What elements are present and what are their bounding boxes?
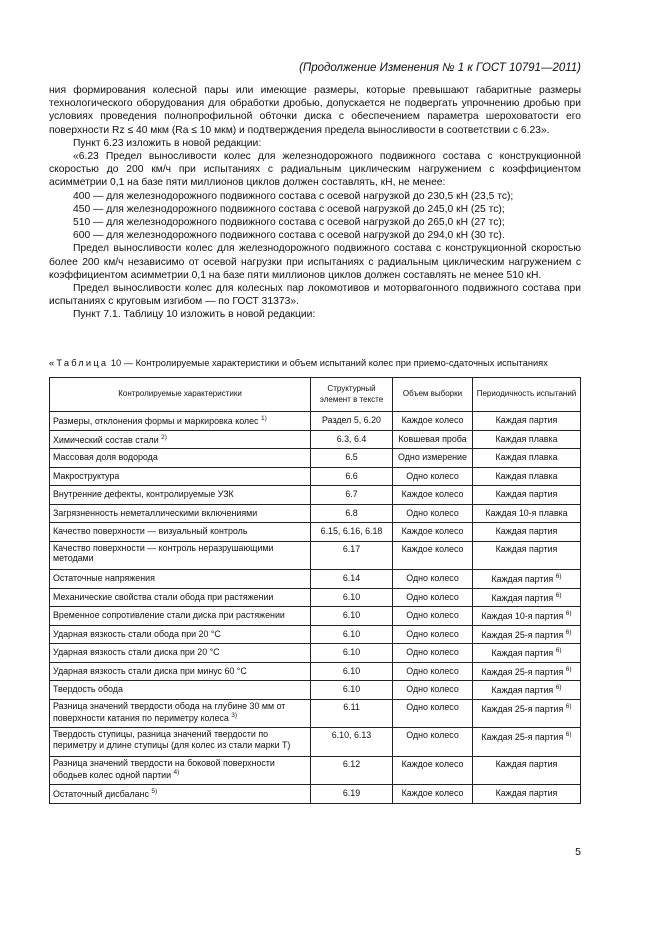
cell-periodicity-text: Каждая партия: [495, 415, 558, 426]
table-row: [50, 412, 581, 431]
cell-volume-text: Каждое колесо: [401, 543, 464, 554]
cell-volume-text: Одно колесо: [406, 507, 459, 518]
cell-characteristic-text: Внутренние дефекты, контролируемые УЗК: [53, 489, 234, 500]
table-row: [50, 504, 581, 523]
table-header-cell: Периодичность испытаний: [473, 378, 581, 412]
body-paragraph: Предел выносливости колес для железнодорожного подвижного состава с конструкционной скоростью более 200 км/ч независимо от осевой нагрузки при испытаниях с радиальным циклическим нагружением с коэффициентом асимметрии 0,1 на базе пяти миллионов циклов должен составлять не менее 510 кН.: [49, 243, 581, 281]
table-row: [50, 785, 581, 804]
cell-periodicity-text: Каждая партия: [495, 758, 558, 769]
table-header-cell: Контролируемые характеристики: [50, 378, 311, 412]
cell-periodicity-text: Каждая 25-я партия: [481, 703, 564, 714]
cell-element: [311, 523, 393, 542]
cell-periodicity: [473, 541, 581, 570]
table-header-row: [50, 378, 581, 412]
cell-volume: [393, 412, 473, 431]
footnote-ref: 2): [161, 433, 167, 441]
cell-periodicity: [473, 523, 581, 542]
cell-volume: [393, 504, 473, 523]
cell-volume: [393, 523, 473, 542]
cell-volume-text: Одно колесо: [406, 730, 459, 740]
cell-element: [311, 681, 393, 700]
cell-element: [311, 412, 393, 431]
cell-element: [311, 607, 393, 626]
cell-characteristic: [50, 785, 311, 804]
cell-characteristic: [50, 625, 311, 644]
cell-element: [311, 644, 393, 663]
footnote-ref: 4): [173, 769, 180, 777]
cell-characteristic: [50, 607, 311, 626]
cell-periodicity: [473, 449, 581, 468]
cell-characteristic-text: Остаточный дисбаланс: [53, 789, 149, 800]
body-paragraph: «6.23 Предел выносливости колес для железнодорожного подвижного состава с конструкционной скоростью до 200 км/ч при испытаниях с радиальным циклическим нагружением с коэффициентом асимметрии 0,1 на базе пяти миллионов циклов должен составлять, кН, не менее:: [49, 151, 581, 189]
cell-volume-text: Одно колесо: [406, 701, 459, 712]
cell-characteristic: [50, 430, 311, 449]
cell-characteristic: [50, 588, 311, 607]
cell-element: [311, 570, 393, 589]
cell-periodicity: [473, 430, 581, 449]
cell-element: [311, 430, 393, 449]
cell-characteristic-text: Химический состав стали: [53, 434, 159, 445]
cell-element-text: 6.6: [345, 470, 358, 481]
cell-element-text: Раздел 5, 6.20: [322, 415, 381, 426]
cell-element-text: 6.12: [342, 758, 361, 769]
footnote-ref: 5): [151, 788, 158, 796]
cell-volume-text: Каждое колесо: [401, 489, 464, 500]
cell-element: [311, 486, 393, 505]
page-number: 5: [575, 846, 581, 858]
table-row: [50, 486, 581, 505]
cell-volume: [393, 541, 473, 570]
cell-volume: [393, 681, 473, 700]
cell-periodicity: [473, 412, 581, 431]
table-row: [50, 607, 581, 626]
cell-volume: [393, 467, 473, 486]
table-row: [50, 699, 581, 728]
cell-characteristic: [50, 467, 311, 486]
cell-characteristic-text: Механические свойства стали обода при растяжении: [53, 591, 274, 602]
table-row: [50, 662, 581, 681]
cell-element-text: 6.10, 6.13: [331, 730, 372, 740]
table-caption: [49, 358, 589, 368]
body-paragraph: 510 — для железнодорожного подвижного состава с осевой нагрузкой до 265,0 кН (27 тс);: [73, 217, 505, 229]
table-caption-text: 10 — Контролируемые характеристики и объем испытаний колес при приемо-сдаточных испытаниях: [110, 358, 548, 368]
cell-characteristic-text: Твердость ступицы, разница значений твердости по периметру и длине ступицы (для колес из стали марки Т): [53, 729, 291, 750]
cell-element-text: 6.10: [342, 647, 361, 658]
body-paragraph: 400 — для железнодорожного подвижного состава с осевой нагрузкой до 230,5 кН (23,5 тс);: [73, 190, 514, 202]
cell-volume: [393, 699, 473, 728]
cell-element-text: 6.10: [342, 610, 361, 621]
cell-volume-text: Одно колесо: [406, 684, 459, 695]
footnote-ref: 6): [555, 591, 562, 599]
cell-periodicity-text: Каждая 25-я партия: [481, 732, 564, 742]
cell-periodicity: [473, 588, 581, 607]
cell-volume-text: Одно измерение: [398, 452, 467, 463]
cell-element: [311, 467, 393, 486]
cell-characteristic-text: Ударная вязкость стали диска при 20 °С: [53, 647, 220, 658]
cell-characteristic: [50, 644, 311, 663]
cell-periodicity: [473, 756, 581, 785]
cell-volume-text: Одно колесо: [406, 647, 459, 658]
cell-element-text: 6.11: [343, 701, 360, 712]
cell-characteristic-text: Макроструктура: [53, 470, 120, 481]
cell-element-text: 6.5: [345, 452, 358, 463]
cell-periodicity: [473, 681, 581, 700]
cell-volume: [393, 607, 473, 626]
table-header-cell: Объем выборки: [393, 378, 473, 412]
cell-periodicity-text: Каждая 25-я партия: [481, 666, 564, 677]
cell-element: [311, 662, 393, 681]
table-row: [50, 644, 581, 663]
characteristics-table: [49, 377, 581, 804]
cell-characteristic-text: Разница значений твердости обода на глубине 30 мм от поверхности катания по периметру колеса: [53, 700, 286, 724]
cell-characteristic: [50, 523, 311, 542]
cell-characteristic-text: Качество поверхности — визуальный контроль: [53, 526, 248, 537]
cell-periodicity-text: Каждая партия: [495, 788, 558, 799]
cell-periodicity-text: Каждая партия: [495, 489, 558, 500]
cell-volume: [393, 449, 473, 468]
body-paragraph: 450 — для железнодорожного подвижного состава с осевой нагрузкой до 245,0 кН (25 тс);: [73, 203, 505, 215]
cell-element: [311, 756, 393, 785]
body-paragraph: Пункт 7.1. Таблицу 10 изложить в новой редакции:: [73, 309, 316, 321]
cell-periodicity: [473, 625, 581, 644]
cell-volume: [393, 756, 473, 785]
cell-volume: [393, 486, 473, 505]
cell-characteristic-text: Твердость обода: [53, 684, 123, 695]
table-row: [50, 625, 581, 644]
cell-characteristic-text: Загрязненность неметаллическими включениями: [53, 507, 258, 518]
cell-element-text: 6.7: [345, 489, 358, 500]
cell-periodicity-text: Каждая партия: [495, 543, 558, 554]
footnote-ref: 6): [565, 610, 572, 618]
body-text: [49, 84, 581, 322]
table-row: [50, 681, 581, 700]
cell-characteristic-text: Временное сопротивление стали диска при растяжении: [53, 610, 285, 621]
page-header: (Продолжение Изменения № 1 к ГОСТ 10791—2011): [299, 62, 581, 74]
cell-periodicity-text: Каждая 10-я партия: [481, 611, 564, 622]
cell-periodicity-text: Каждая плавка: [495, 470, 558, 481]
cell-characteristic-text: Остаточные напряжения: [53, 573, 155, 584]
cell-element: [311, 449, 393, 468]
cell-periodicity-text: Каждая плавка: [495, 433, 558, 444]
footnote-ref: 6): [565, 702, 572, 710]
cell-periodicity: [473, 662, 581, 681]
footnote-ref: 6): [565, 665, 572, 673]
cell-characteristic: [50, 728, 311, 757]
cell-element-text: 6.3, 6.4: [336, 433, 367, 444]
footnote-ref: 6): [565, 731, 572, 738]
cell-element-text: 6.19: [342, 788, 361, 799]
cell-volume-text: Каждое колесо: [401, 415, 464, 426]
cell-characteristic: [50, 541, 311, 570]
table-row: [50, 523, 581, 542]
cell-periodicity: [473, 504, 581, 523]
cell-characteristic: [50, 449, 311, 468]
cell-characteristic: [50, 570, 311, 589]
cell-volume-text: Одно колесо: [406, 628, 459, 639]
cell-characteristic-text: Массовая доля водорода: [53, 452, 158, 463]
cell-element: [311, 699, 393, 728]
cell-periodicity: [473, 467, 581, 486]
footnote-ref: 1): [260, 415, 267, 423]
cell-element-text: 6.10: [342, 628, 361, 639]
cell-periodicity: [473, 570, 581, 589]
cell-periodicity: [473, 607, 581, 626]
body-paragraph: 600 — для железнодорожного подвижного состава с осевой нагрузкой до 294,0 кН (30 тс).: [73, 230, 505, 242]
cell-element: [311, 728, 393, 757]
cell-element-text: 6.14: [342, 573, 361, 584]
footnote-ref: 6): [555, 573, 562, 581]
table-row: [50, 449, 581, 468]
cell-periodicity: [473, 644, 581, 663]
cell-volume-text: Каждое колесо: [401, 758, 464, 769]
table-row: [50, 588, 581, 607]
cell-characteristic-text: Ударная вязкость стали диска при минус 60 °С: [53, 665, 247, 676]
cell-characteristic: [50, 486, 311, 505]
cell-element-text: 6.10: [342, 684, 361, 695]
cell-volume: [393, 728, 473, 757]
table-body: [50, 412, 581, 804]
cell-periodicity-text: Каждая партия: [491, 592, 554, 603]
cell-volume-text: Каждое колесо: [401, 788, 464, 799]
table-row: [50, 756, 581, 785]
cell-periodicity: [473, 728, 581, 757]
cell-volume-text: Одно колесо: [406, 610, 459, 621]
cell-characteristic-text: Качество поверхности — контроль неразрушающими методами: [53, 542, 274, 564]
cell-characteristic: [50, 504, 311, 523]
cell-characteristic: [50, 681, 311, 700]
cell-volume: [393, 625, 473, 644]
cell-element-text: 6.17: [342, 543, 361, 554]
body-paragraph: Пункт 6.23 изложить в новой редакции:: [73, 137, 262, 149]
cell-element: [311, 541, 393, 570]
cell-volume-text: Каждое колесо: [401, 526, 464, 537]
cell-characteristic-text: Разница значений твердости на боковой поверхности ободьев колес одной партии: [53, 757, 275, 781]
cell-periodicity: [473, 785, 581, 804]
cell-element: [311, 588, 393, 607]
cell-periodicity-text: Каждая 10-я плавка: [485, 507, 568, 518]
cell-periodicity-text: Каждая партия: [495, 526, 558, 537]
cell-element: [311, 625, 393, 644]
cell-element: [311, 504, 393, 523]
cell-characteristic: [50, 756, 311, 785]
cell-volume: [393, 644, 473, 663]
cell-element-text: 6.10: [342, 665, 361, 676]
cell-element-text: 6.8: [345, 507, 358, 518]
table-row: [50, 570, 581, 589]
footnote-ref: 6): [555, 647, 562, 655]
table-caption-label: «Таблица: [49, 358, 109, 368]
cell-volume-text: Одно колесо: [406, 665, 459, 676]
cell-volume-text: Ковшевая проба: [398, 433, 467, 444]
cell-characteristic: [50, 412, 311, 431]
cell-element: [311, 785, 393, 804]
table-row: [50, 467, 581, 486]
cell-characteristic-text: Размеры, отклонения формы и маркировка колес: [53, 416, 259, 427]
cell-volume-text: Одно колесо: [406, 573, 459, 584]
footnote-ref: 6): [555, 684, 562, 692]
cell-element-text: 6.15, 6.16, 6.18: [320, 526, 383, 537]
cell-volume-text: Одно колесо: [406, 470, 459, 481]
footnote-ref: 6): [565, 628, 572, 636]
table-row: [50, 541, 581, 570]
cell-characteristic: [50, 699, 311, 728]
table-header-cell: Структурный элемент в тексте: [311, 378, 393, 412]
cell-periodicity-text: Каждая плавка: [495, 452, 558, 463]
cell-periodicity-text: Каждая 25-я партия: [481, 629, 564, 640]
cell-characteristic-text: Ударная вязкость стали обода при 20 °С: [53, 628, 221, 639]
cell-characteristic: [50, 662, 311, 681]
cell-periodicity: [473, 699, 581, 728]
table-row: [50, 728, 581, 757]
body-paragraph: ния формирования колесной пары или имеющие размеры, которые превышают габаритные размеры технологического оборудования для обработки дробью, допускается не подвергать упрочнению дробью при условиях проведения полнопрофильной обточки диска с обеспечением параметра шероховатости его поверхности Rz ≤ 40 мкм (Ra ≤ 10 мкм) и подтверждения предела выносливости в соответствии с 6.23».: [49, 85, 581, 136]
cell-periodicity-text: Каждая партия: [491, 648, 554, 659]
cell-element-text: 6.10: [342, 591, 361, 602]
cell-volume: [393, 570, 473, 589]
cell-volume-text: Одно колесо: [406, 591, 459, 602]
cell-periodicity-text: Каждая партия: [491, 685, 554, 696]
cell-periodicity: [473, 486, 581, 505]
cell-periodicity-text: Каждая партия: [491, 574, 554, 585]
cell-volume: [393, 588, 473, 607]
footnote-ref: 3): [231, 712, 238, 720]
table-row: [50, 430, 581, 449]
cell-volume: [393, 785, 473, 804]
body-paragraph: Предел выносливости колес для колесных пар локомотивов и моторвагонного подвижного состава при испытаниях с круговым изгибом — по ГОСТ 31373».: [49, 283, 581, 308]
cell-volume: [393, 662, 473, 681]
cell-volume: [393, 430, 473, 449]
